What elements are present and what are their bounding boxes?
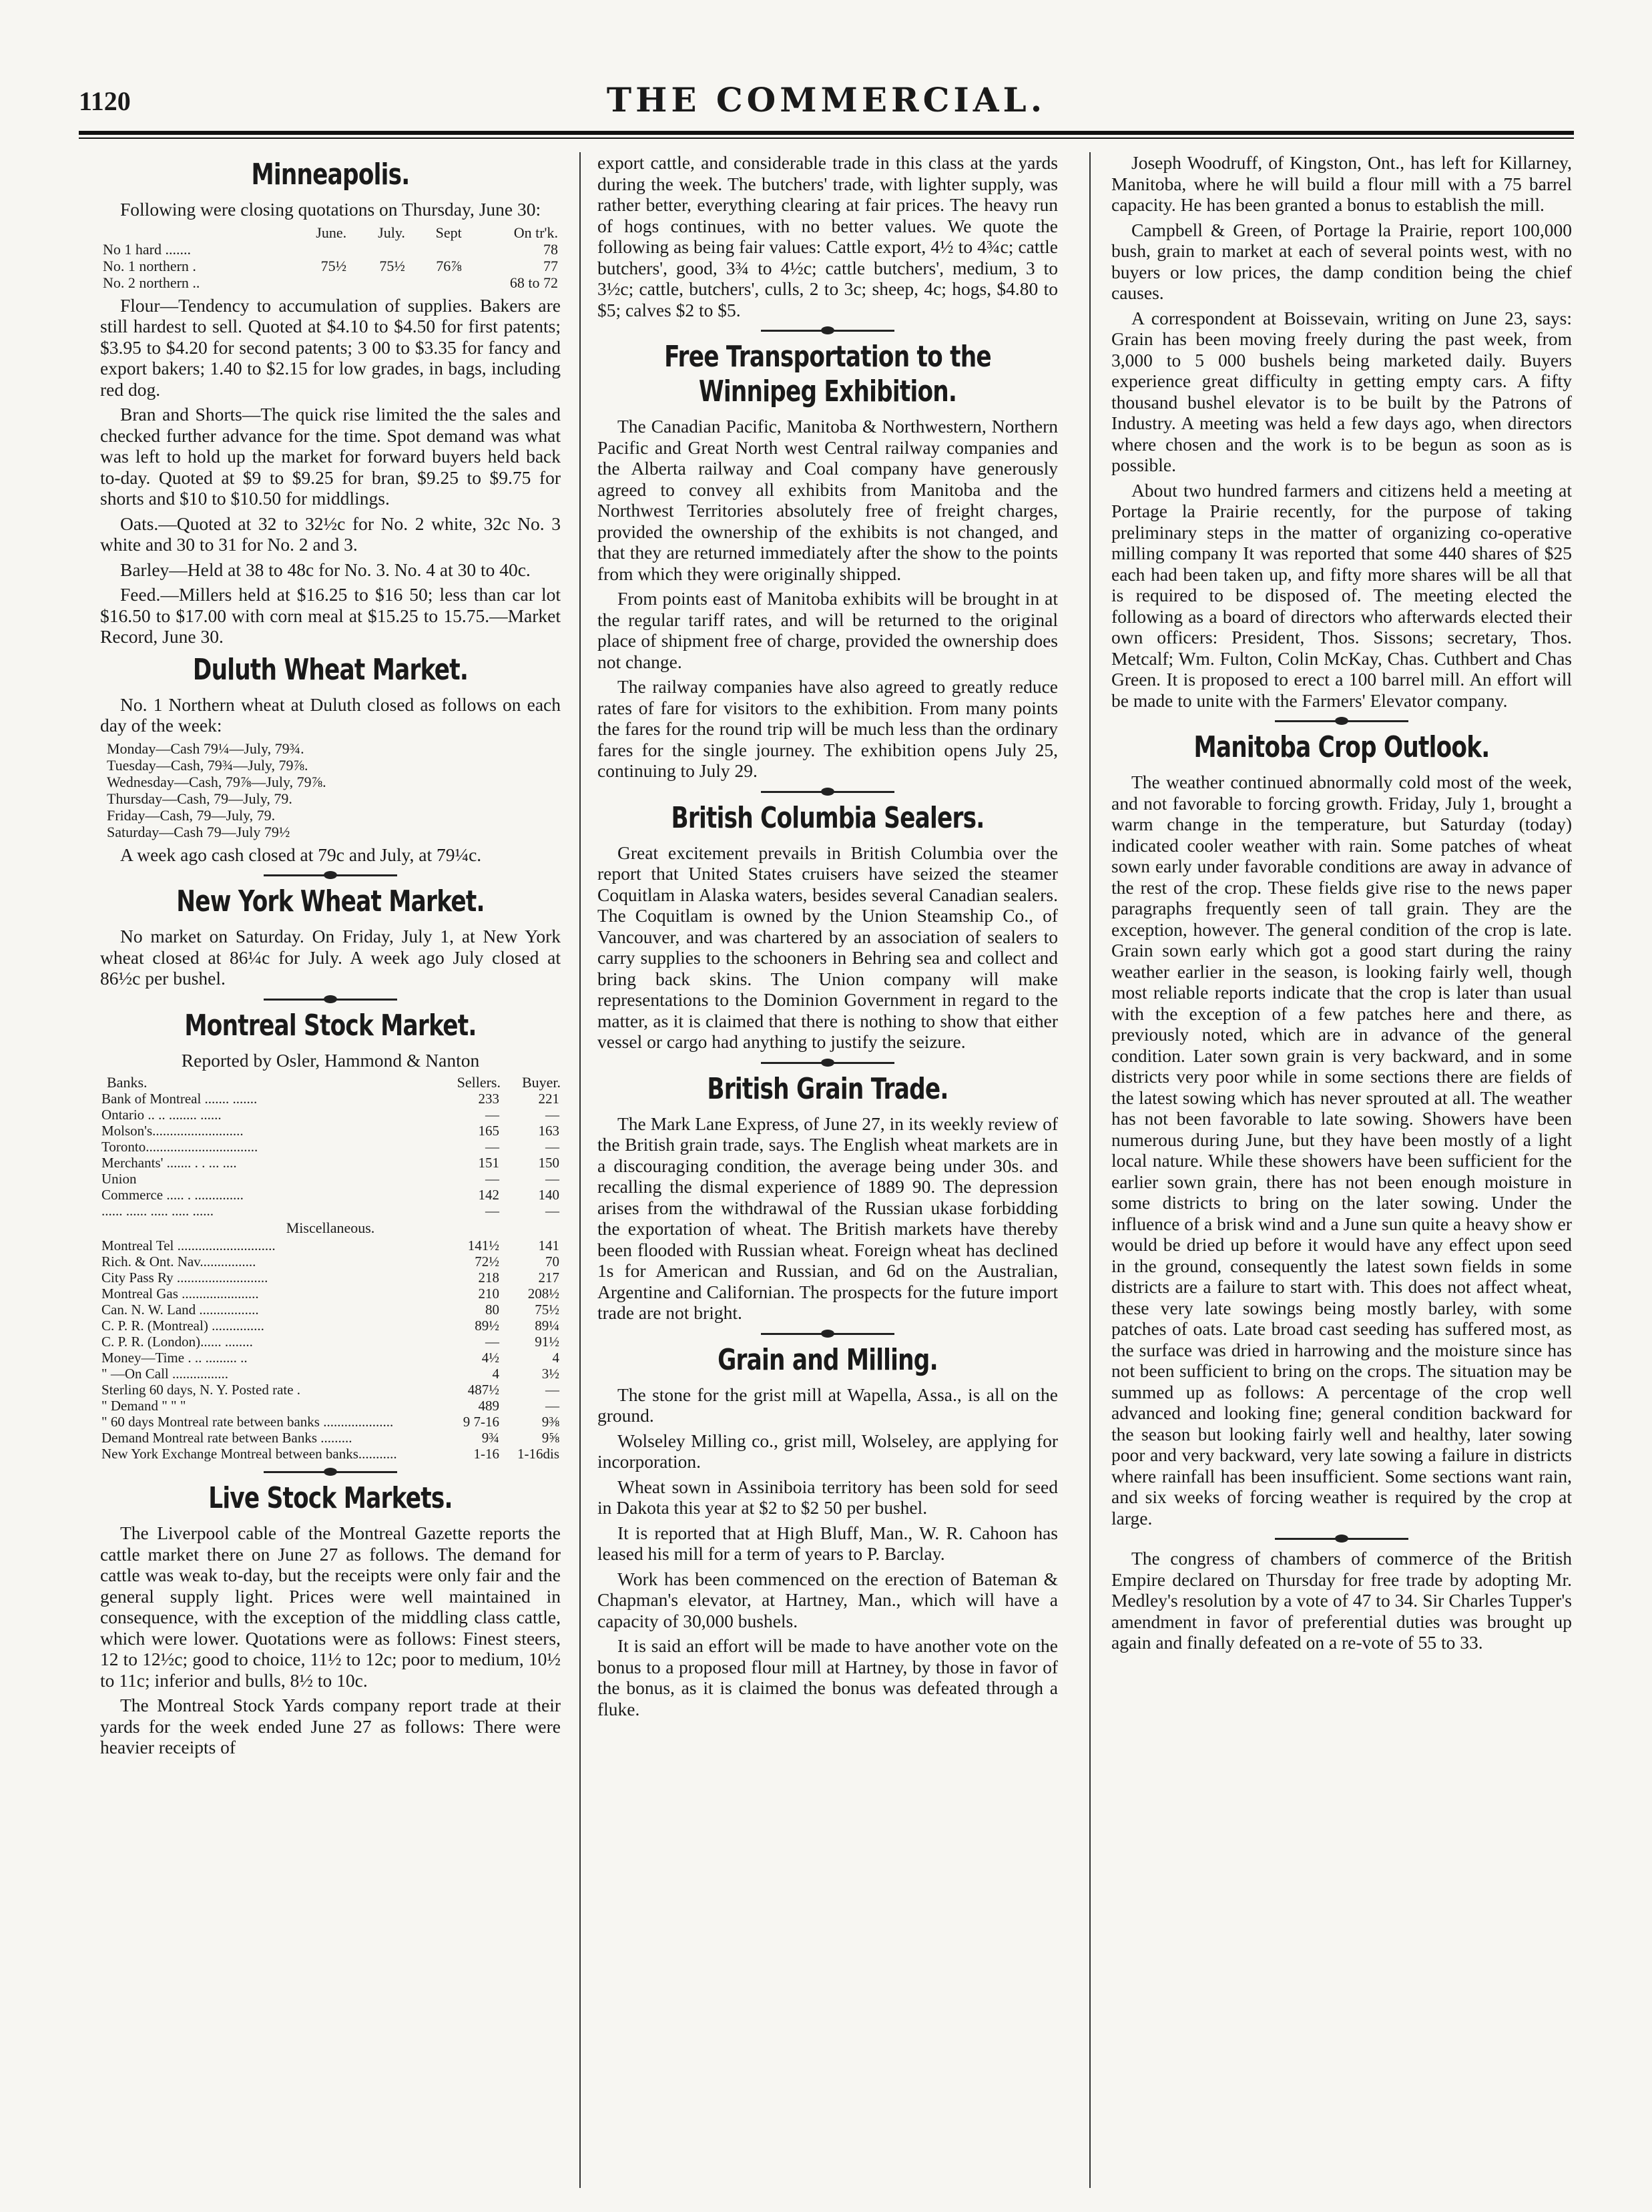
masthead-title: THE COMMERCIAL. <box>606 80 1047 119</box>
table-header: Banks. <box>107 1074 148 1091</box>
table-row <box>100 1254 561 1270</box>
page-header <box>79 80 1574 127</box>
paragraph: The Mark Lane Express, of June 27, in its weekly review of the British grain trade, says. The English wheat markets are in a discouraging condition, the average being under 30s. and recalling the dismal experience of 1889 90. The depression arises from the withdrawal of the Russian ukase forbidding the exportation of wheat. The British markets have thereby been flooded with Russian wheat. Foreign wheat has declined 1s for American and Russian, and 6d on the Australian, Argentine and Californian. The prospects for the future import trade are not bright. <box>597 1113 1058 1323</box>
table-cell: Demand Montreal rate between Banks ......... <box>101 1430 352 1446</box>
table-row <box>100 1366 561 1382</box>
table-cell: — <box>485 1334 499 1350</box>
table-row <box>100 1123 561 1139</box>
table-cell: 68 to 72 <box>509 274 558 291</box>
table-row <box>100 1286 561 1302</box>
table-row <box>100 1350 561 1366</box>
table-row <box>100 1187 561 1203</box>
heading-crop-outlook: Manitoba Crop Outlook. <box>1193 730 1490 764</box>
table-row <box>100 1270 561 1286</box>
table-cell: 75½ <box>320 257 347 274</box>
list-item: Wednesday—Cash, 79⅞—July, 79⅞. <box>107 773 326 790</box>
table-row <box>100 1219 561 1237</box>
table-row <box>100 1139 561 1155</box>
paragraph: About two hundred farmers and citizens held a meeting at Portage la Prairie recently, for the purpose of taking preliminary steps in the matter of organizing co-operative milling company It was reported that some 440 shares of $25 each had been taken up, and fifty more shares will be all that is required to be disposed of. The meeting elected the following as a board of directors who afterwards elected their own officers: President, Thos. Sissons; secretary, Thos. Metcalf; Wm. Fulton, Colin McKay, Chas. Cuthbert and Chas Green. It is proposed to erect a 100 barrel mill. An effort will be made to unite with the Farmers' Elevator company. <box>1111 479 1572 711</box>
paragraph: From points east of Manitoba exhibits will be brought in at the regular tariff rates, and will be returned to the original place of shipment free of charge, provided the ownership does not change. <box>597 588 1058 672</box>
table-row <box>100 1203 561 1219</box>
table-cell: Can. N. W. Land ................. <box>101 1302 259 1318</box>
table-cell: City Pass Ry .......................... <box>101 1270 268 1286</box>
paragraph: It is said an effort will be made to have another vote on the bonus to a proposed flour mill at Hartney, by those in favor of the bonus, as it is claimed the bonus was defeated through a fluke. <box>597 1635 1058 1719</box>
section-separator <box>264 999 397 1001</box>
table-cell: 163 <box>538 1123 559 1139</box>
table-cell: 89½ <box>475 1318 499 1334</box>
table-header: Sept <box>435 224 462 241</box>
daily-prices-list <box>107 740 561 840</box>
heading-free-transportation: Free Transportation to the Winnipeg Exhibition. <box>664 340 991 408</box>
table-cell: — <box>545 1171 559 1187</box>
paragraph: The Canadian Pacific, Manitoba & Northwestern, Northern Pacific and Great North west Central railway companies and the Alberta railway and Coal company have generously agreed to convey all exhibits from Manitoba and the Northwest Territories absolutely free of freight charges, provided the ownership of the exhibits is not changed, and that they are returned immediately after the show to the points from which they were originally shipped. <box>597 416 1058 584</box>
table-cell: 150 <box>538 1155 559 1171</box>
table-cell: No 1 hard ....... <box>103 240 191 258</box>
section-separator <box>264 1471 397 1473</box>
table-cell: — <box>545 1203 559 1219</box>
table-cell: 218 <box>478 1270 499 1286</box>
table-cell: 77 <box>543 257 558 274</box>
heading-minneapolis: Minneapolis. <box>251 158 410 192</box>
paragraph: No market on Saturday. On Friday, July 1, at New York wheat closed at 86¼c for July. A week ago July closed at 86½c per bushel. <box>100 926 561 989</box>
stock-table <box>100 1075 561 1462</box>
table-header-row <box>100 224 561 241</box>
table-cell: — <box>545 1382 559 1398</box>
table-cell <box>284 274 349 291</box>
table-cell: Bank of Montreal ....... ....... <box>101 1091 258 1107</box>
heading-live-stock: Live Stock Markets. <box>208 1481 453 1515</box>
paragraph: Joseph Woodruff, of Kingston, Ont., has left for Killarney, Manitoba, where he will build a flour mill with a 75 barrel capacity. He has been granted a bonus to establish the mill. <box>1111 152 1572 215</box>
paragraph: The Liverpool cable of the Montreal Gazette reports the cattle market there on June 27 as follows. The demand for cattle was weak to-day, but the receipts were only fair and the general supply light. Prices were well maintained in consequence, with the exception of the middling class cattle, which were lower. Quotations were as follows: Finest steers, 12 to 12½c; good to choice, 11½ to 12c; poor to medium, 10½ to 11c; inferior and bulls, 8½ to 10c. <box>100 1523 561 1691</box>
table-cell <box>408 274 465 291</box>
table-cell: 165 <box>478 1123 499 1139</box>
table-cell: 4 <box>492 1366 499 1382</box>
paragraph: Bran and Shorts—The quick rise limited the the sales and checked further advance for the time. Spot demand was what was left to hold up the market for forward buyers held back to-day. Quoted at $9 to $9.25 for bran, $9.25 to $9.75 for shorts and $10 to $10.50 for middlings. <box>100 404 561 509</box>
table-cell: Molson's.......................... <box>101 1123 244 1139</box>
table-cell: 4½ <box>481 1350 499 1366</box>
table-cell: 233 <box>478 1091 499 1107</box>
table-cell: 91½ <box>535 1334 559 1350</box>
misc-rows <box>100 1237 561 1462</box>
table-cell: 9¾ <box>481 1430 499 1446</box>
banks-rows <box>100 1091 561 1219</box>
table-cell: 140 <box>538 1187 559 1203</box>
column-2 <box>597 152 1058 2188</box>
table-cell: Montreal Gas ...................... <box>101 1286 259 1302</box>
table-row <box>100 241 561 258</box>
paragraph: The weather continued abnormally cold most of the week, and not favorable to forcing growth. Friday, July 1, brought a warm change in the temperature, but Saturday (today) indicated cooler weather with rain. Some patches of wheat sown early under favorable conditions are away in advance of the rest of the crop. These fields give rise to the news paper paragraphs frequently seen of tall grain. They are the exception, however. The general condition of the crop is late. Grain sown early which got a good start during the rainy weather earlier in the season, is looking fairly well, though most reliable reports indicate that the crop is later than usual with the exception of a few patches here and there, as previously noted, which are in advance of the general condition. Later sown grain is very backward, and in some districts very poor while in some sections there are fields of the latest sowing which has never sprouted at all. The weather has not been favorable to late sowing. Showers have been numerous during June, but they have been mostly of a light local nature. While these showers have been sufficient for the earlier sown grain, there has not been enough moisture in some districts to bring on the later sowing. Under the influence of a brisk wind and a June sun quite a heavy show er would be dried up before it would have any effect upon seed in the ground, consequently the latest sown fields in some districts are a failure to start with. This does not affect wheat, these very late sowings being mostly barley, with some patches of oats. Late broad cast seeding has suffered most, as the surface was dried in harrowing and the moisture since has not been sufficient to bring on the crops. The situation may be summed up as follows: A percentage of the crop well advanced and looking fine; general condition backward for the season but looking fairly well and healthy, later sowing poor and very backward, very late sowing a failure in districts where rainfall has been insufficient. Some sections want rain, and six weeks of forcing weather is required by the crop at large. <box>1111 772 1572 1529</box>
table-cell: — <box>545 1398 559 1414</box>
column-1 <box>100 152 561 2188</box>
table-row <box>100 1155 561 1171</box>
table-cell: " 60 days Montreal rate between banks .................... <box>101 1414 394 1430</box>
table-cell: 9 7-16 <box>463 1414 499 1430</box>
table-cell: 210 <box>478 1286 499 1302</box>
table-cell: No. 1 northern . <box>103 257 196 274</box>
table-cell: Sterling 60 days, N. Y. Posted rate . <box>101 1382 301 1398</box>
quotation-table <box>100 224 561 291</box>
table-row <box>100 1302 561 1318</box>
section-separator <box>761 1062 894 1064</box>
table-cell: 1-16dis <box>517 1446 559 1462</box>
table-row <box>100 1446 561 1462</box>
section-separator <box>264 874 397 876</box>
heading-bc-sealers: British Columbia Sealers. <box>671 800 985 835</box>
paragraph: Flour—Tendency to accumulation of supplies. Bakers are still hardest to sell. Quoted at $4.10 to $4.50 for first patents; $3.95 to $4.20 for second patents; 3 00 to $3.35 for fancy and export bakers; 1.40 to $2.15 for low grades, in bags, including red dog. <box>100 294 561 400</box>
paragraph: The congress of chambers of commerce of the British Empire declared on Thursday for free trade by adopting Mr. Medley's resolution by a vote of 47 to 34. Sir Charles Tupper's amendment in favor of preferential duties was brought up again and finally defeated on a re-vote of 55 to 33. <box>1111 1548 1572 1653</box>
paragraph: A week ago cash closed at 79c and July, at 79¼c. <box>120 844 482 865</box>
table-cell <box>349 274 408 291</box>
table-cell: Ontario .. .. ........ ...... <box>101 1107 222 1123</box>
header-rule <box>79 131 1574 135</box>
table-cell: — <box>485 1171 499 1187</box>
table-cell: Commerce ..... . .............. <box>101 1187 244 1203</box>
section-separator <box>761 1333 894 1335</box>
section-separator <box>761 330 894 332</box>
paragraph: It is reported that at High Bluff, Man., W. R. Cahoon has leased his mill for a term of years to P. Barclay. <box>597 1522 1058 1564</box>
table-cell: Rich. & Ont. Nav................ <box>101 1254 256 1270</box>
table-cell <box>408 241 465 258</box>
table-cell: 9⅜ <box>541 1414 559 1430</box>
table-row <box>100 1414 561 1430</box>
table-header: Buyer. <box>521 1074 561 1091</box>
table-cell: ...... ...... ..... ..... ...... <box>101 1203 214 1219</box>
table-cell <box>349 241 408 258</box>
table-cell: 3½ <box>541 1366 559 1382</box>
paragraph: export cattle, and considerable trade in this class at the yards during the week. The butchers' trade, with lighter supply, was rather better, everything clearing at fair prices. The heavy run of hogs continues, with no better values. We quote the following as being fair values: Cattle export, 4½ to 4¾c; cattle butchers', good, 3¾ to 4½c; cattle butchers', medium, 3 to 3½c; cattle, butchers', culls, 2 to 3c; sheep, 4c; hogs, $4.80 to $5; calves $2 to $5. <box>597 152 1058 320</box>
table-cell: 141 <box>538 1237 559 1254</box>
table-cell: 80 <box>485 1302 499 1318</box>
section-separator <box>761 791 894 793</box>
table-cell: 76⅞ <box>436 257 462 274</box>
paragraph: Feed.—Millers held at $16.25 to $16 50; less than car lot $16.50 to $17.00 with corn meal at $15.25 to 15.75.—Market Record, June 30. <box>100 584 561 647</box>
table-cell: 75½ <box>379 257 405 274</box>
table-cell: 221 <box>538 1091 559 1107</box>
page-number: 1120 <box>79 86 131 116</box>
table-cell: 78 <box>543 240 558 258</box>
table-cell: — <box>485 1139 499 1155</box>
table-cell: 208½ <box>527 1286 559 1302</box>
table-row <box>100 1318 561 1334</box>
table-cell: 217 <box>538 1270 559 1286</box>
table-cell: C. P. R. (Montreal) ............... <box>101 1318 264 1334</box>
paragraph: Following were closing quotations on Thursday, June 30: <box>120 199 541 220</box>
header-rule-thin <box>79 137 1574 139</box>
table-row <box>100 1430 561 1446</box>
table-cell: — <box>545 1139 559 1155</box>
table-cell: 141½ <box>467 1237 499 1254</box>
table-header: Sellers. <box>457 1074 501 1091</box>
table-cell: Merchants' ....... . . ... .... <box>101 1155 237 1171</box>
table-cell: 72½ <box>475 1254 499 1270</box>
table-header: June. <box>316 224 347 241</box>
table-header: On tr'k. <box>513 224 558 241</box>
paragraph: Barley—Held at 38 to 48c for No. 3. No. 4 at 30 to 40c. <box>120 559 531 580</box>
paragraph: No. 1 Northern wheat at Duluth closed as follows on each day of the week: <box>100 694 561 736</box>
table-header-row <box>100 1075 561 1091</box>
heading-montreal: Montreal Stock Market. <box>184 1008 477 1043</box>
table-row <box>100 258 561 274</box>
table-row <box>100 1237 561 1254</box>
table-cell: — <box>485 1203 499 1219</box>
table-cell: Toronto................................ <box>101 1139 258 1155</box>
table-cell: No. 2 northern .. <box>103 274 200 291</box>
table-cell <box>284 241 349 258</box>
table-row <box>100 1334 561 1350</box>
paragraph: Oats.—Quoted at 32 to 32½c for No. 2 white, 32c No. 3 white and 30 to 31 for No. 2 and 3. <box>100 513 561 555</box>
table-cell: 4 <box>552 1350 559 1366</box>
table-cell: 487½ <box>467 1382 499 1398</box>
section-separator <box>1275 1538 1408 1540</box>
table-cell: 70 <box>545 1254 559 1270</box>
paragraph: Great excitement prevails in British Columbia over the report that United States cruisers have seized the steamer Coquitlam in Alaska waters, besides several Canadian sealers. The Coquitlam is owned by the Union Steamship Co., of Vancouver, and was chartered by an association of sealers to carry supplies to the schooners in Behring sea and collect and bring back skins. The Union company will make representations to the Dominion Government in regard to the matter, as it is claimed that there is nothing to show that either vessel or cargo had anything to justify the seizure. <box>597 842 1058 1052</box>
paragraph: Work has been commenced on the erection of Bateman & Chapman's elevator, at Hartney, Man., which will have a capacity of 30,000 bushels. <box>597 1568 1058 1631</box>
paragraph: Wheat sown in Assiniboia territory has been sold for seed in Dakota this year at $2 to $2 50 per bushel. <box>597 1476 1058 1518</box>
table-cell: 489 <box>478 1398 499 1414</box>
list-item: Monday—Cash 79¼—July, 79¾. <box>107 740 304 757</box>
table-cell: " —On Call ................ <box>101 1366 228 1382</box>
table-cell: Union <box>101 1171 137 1187</box>
table-cell: Montreal Tel ............................ <box>101 1237 276 1254</box>
heading-grain-milling: Grain and Milling. <box>718 1342 938 1377</box>
table-cell: C. P. R. (London)...... ........ <box>101 1334 253 1350</box>
list-item: Tuesday—Cash, 79¾—July, 79⅞. <box>107 756 308 774</box>
paragraph: The stone for the grist mill at Wapella, Assa., is all on the ground. <box>597 1384 1058 1426</box>
table-subheading: Miscellaneous. <box>286 1219 375 1236</box>
heading-new-york: New York Wheat Market. <box>176 884 485 918</box>
paragraph: Wolseley Milling co., grist mill, Wolseley, are applying for incorporation. <box>597 1430 1058 1472</box>
list-item: Saturday—Cash 79—July 79½ <box>107 823 290 840</box>
table-header: July. <box>378 224 405 241</box>
table-row <box>100 1171 561 1187</box>
table-row <box>100 1091 561 1107</box>
table-row <box>100 1382 561 1398</box>
table-cell: 9⅝ <box>541 1430 559 1446</box>
paragraph: Campbell & Green, of Portage la Prairie, report 100,000 bush, grain to market at each of several points west, with no buyers or low prices, the damp condition being the chief causes. <box>1111 219 1572 303</box>
table-cell: 1-16 <box>473 1446 499 1462</box>
table-cell: 142 <box>478 1187 499 1203</box>
column-3 <box>1111 152 1572 2188</box>
table-row <box>100 1107 561 1123</box>
paragraph: The Montreal Stock Yards company report trade at their yards for the week ended June 27 as follows: There were heavier receipts of <box>100 1695 561 1757</box>
table-cell: " Demand " " " <box>101 1398 186 1414</box>
section-separator <box>1275 720 1408 722</box>
paragraph: A correspondent at Boissevain, writing on June 23, says: Grain has been moving freely during the past week, from 3,000 to 5 000 bushels being marketed daily. Buyers experience great difficulty in getting empty cars. A fifty thousand bushel elevator is to be built by the Patrons of Industry. A meeting was held a few days ago, when directors where chosen and the work is to be begun as soon as is possible. <box>1111 307 1572 475</box>
table-cell: New York Exchange Montreal between banks........... <box>101 1446 397 1462</box>
column-divider <box>579 152 581 2188</box>
heading-duluth: Duluth Wheat Market. <box>192 652 469 687</box>
column-divider <box>1089 152 1091 2188</box>
table-cell: 75½ <box>535 1302 559 1318</box>
list-item: Friday—Cash, 79—July, 79. <box>107 806 276 824</box>
table-cell: 151 <box>478 1155 499 1171</box>
table-cell: — <box>545 1107 559 1123</box>
paragraph: The railway companies have also agreed to greatly reduce rates of fare for visitors to the exhibition. From many points the fares for the round trip will be much less than the ordinary fares for the single journey. The exhibition opens July 25, continuing to July 29. <box>597 676 1058 781</box>
table-row <box>100 1398 561 1414</box>
heading-british-grain-trade: British Grain Trade. <box>707 1071 948 1106</box>
table-cell: 89¼ <box>535 1318 559 1334</box>
table-cell: — <box>485 1107 499 1123</box>
paragraph: Reported by Osler, Hammond & Nanton <box>181 1049 480 1071</box>
table-cell: Money—Time . .. ......... .. <box>101 1350 248 1366</box>
table-row <box>100 274 561 291</box>
list-item: Thursday—Cash, 79—July, 79. <box>107 790 292 807</box>
